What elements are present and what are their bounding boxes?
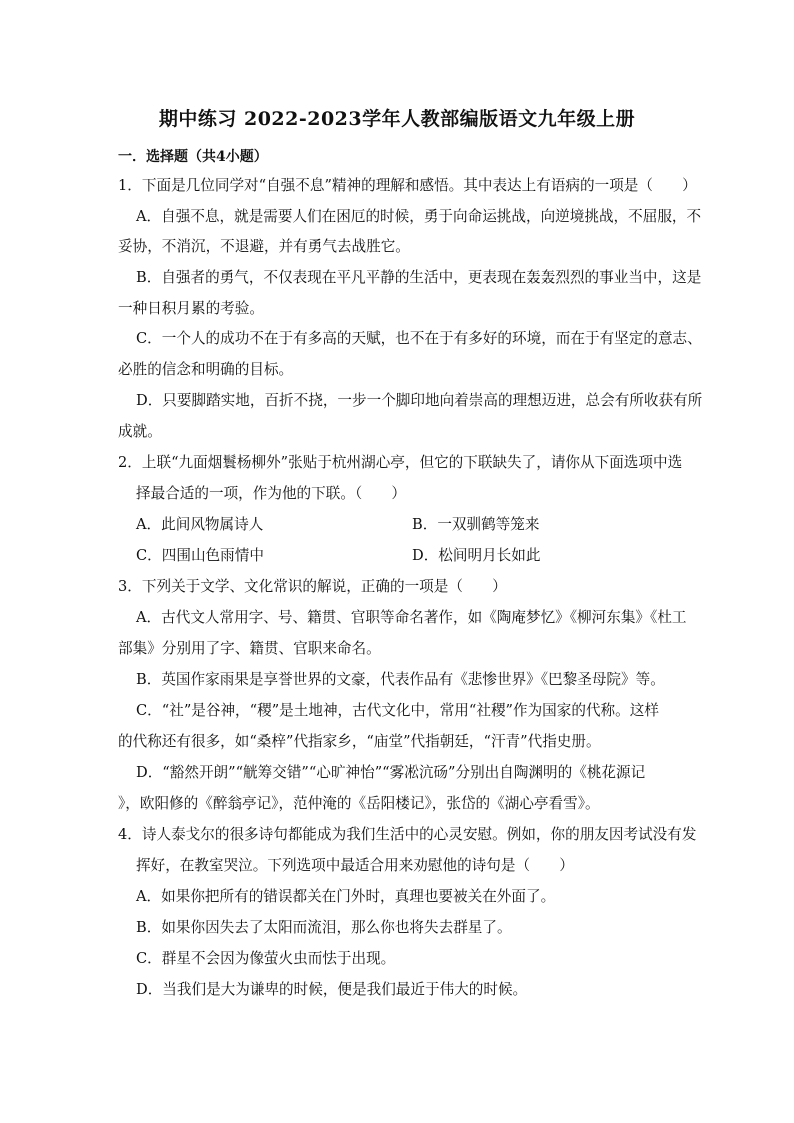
question-3-option-c-cont: 的代称还有很多，如“桑梓”代指家乡，“庙堂”代指朝廷，“汗青”代指史册。 [118, 733, 601, 750]
section-heading: 一．选择题（共4小题） [118, 149, 268, 165]
question-4-option-c: C．群星不会因为像萤火虫而怯于出现。 [136, 950, 396, 967]
question-1-option-d: D．只要脚踏实地，百折不挠，一步一个脚印地向着崇高的理想迈进，总会有所收获有所 [136, 392, 703, 409]
question-4-option-d: D．当我们是大为谦卑的时候，便是我们最近于伟大的时候。 [136, 981, 528, 998]
question-2-option-d: D．松间明月长如此 [412, 547, 541, 564]
question-3-option-c: C．“社”是谷神，“稷”是土地神，古代文化中，常用“社稷”作为国家的代称。这样 [136, 702, 659, 719]
question-3-option-d: D．“豁然开朗”“觥筹交错”“心旷神怡”“雾凇沆砀”分别出自陶渊明的《桃花源记 [136, 764, 646, 781]
question-4-option-a: A．如果你把所有的错误都关在门外时，真理也要被关在外面了。 [136, 888, 556, 905]
question-1-option-b: B．自强者的勇气，不仅表现在平凡平静的生活中，更表现在轰轰烈烈的事业当中，这是 [136, 269, 702, 286]
question-3-option-a-cont: 部集》分别用了字、籍贯、官职来命名。 [118, 640, 381, 657]
question-1-option-c-cont: 必胜的信念和明确的目标。 [118, 361, 294, 378]
question-1-stem: 1．下面是几位同学对“自强不息”精神的理解和感悟。其中表达上有语病的一项是（ ） [118, 177, 697, 194]
question-2-stem-cont: 择最合适的一项，作为他的下联。（ ） [136, 485, 406, 502]
question-2-stem: 2．上联“九面烟鬟杨柳外”张贴于杭州湖心亭，但它的下联缺失了，请你从下面选项中选 [118, 454, 683, 471]
question-1-option-b-cont: 一种日积月累的考验。 [118, 300, 264, 317]
question-1-option-a-cont: 妥协，不消沉，不退避，并有勇气去战胜它。 [118, 238, 410, 255]
question-2-option-a: A．此间风物属诗人 [136, 516, 264, 533]
question-3-option-d-cont: 》，欧阳修的《醉翁亭记》，范仲淹的《岳阳楼记》，张岱的《湖心亭看雪》。 [118, 795, 600, 812]
question-4-stem-cont: 挥好，在教室哭泣。下列选项中最适合用来劝慰他的诗句是（ ） [136, 857, 574, 874]
question-2-option-c: C．四围山色雨情中 [136, 547, 264, 564]
question-1-option-d-cont: 成就。 [118, 423, 162, 440]
question-4-option-b: B．如果你因失去了太阳而流泪，那么你也将失去群星了。 [136, 919, 512, 936]
question-1-option-c: C．一个人的成功不在于有多高的天赋，也不在于有多好的环境，而在于有坚定的意志、 [136, 330, 702, 347]
page-title: 期中练习 2022-2023学年人教部编版语文九年级上册 [158, 108, 636, 130]
question-3-option-a: A．古代文人常用字、号、籍贯、官职等命名著作，如《陶庵梦忆》《柳河东集》《杜工 [136, 609, 687, 626]
question-1-option-a: A．自强不息，就是需要人们在困厄的时候，勇于向命运挑战，向逆境挑战，不屈服，不 [136, 208, 702, 225]
question-2-option-b: B．一双驯鹤等笼来 [412, 516, 540, 533]
question-3-stem: 3．下列关于文学、文化常识的解说，正确的一项是（ ） [118, 578, 507, 595]
question-4-stem: 4．诗人泰戈尔的很多诗句都能成为我们生活中的心灵安慰。例如，你的朋友因考试没有发 [118, 826, 697, 843]
question-3-option-b: B．英国作家雨果是享誉世界的文豪，代表作品有《悲惨世界》《巴黎圣母院》等。 [136, 671, 665, 688]
